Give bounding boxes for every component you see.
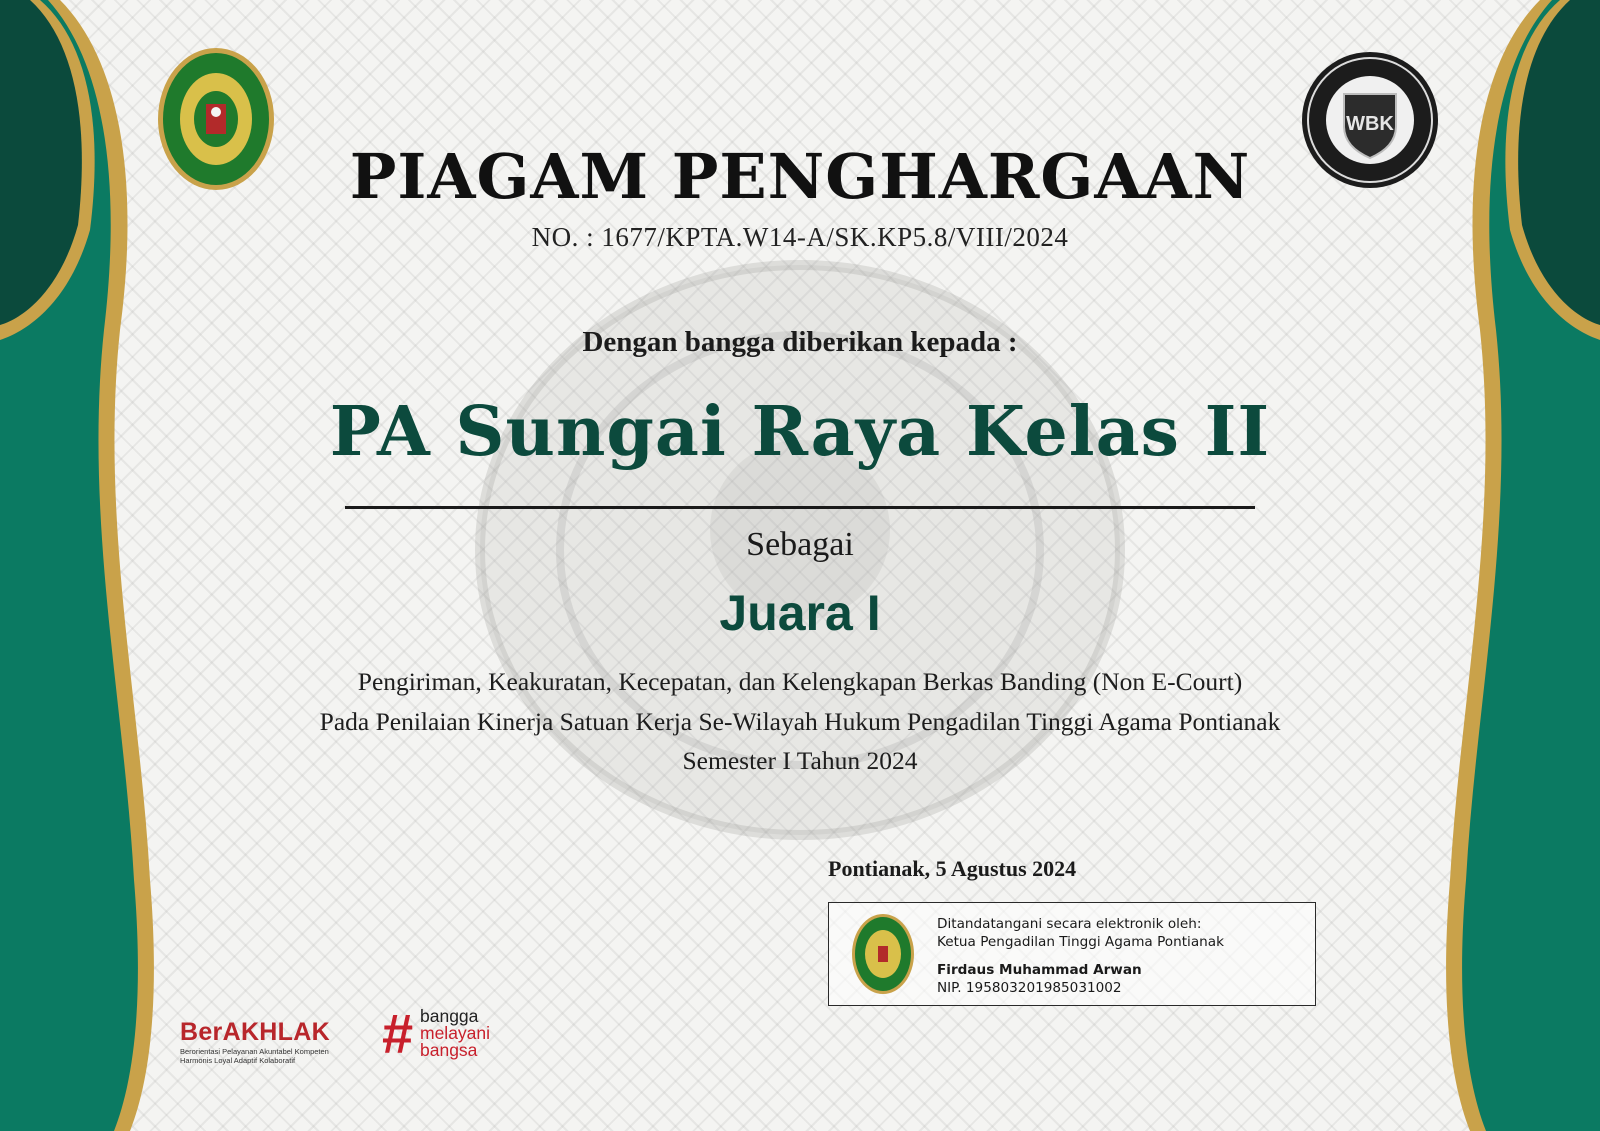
signature-text xyxy=(937,915,1224,997)
description-line-3: Semester I Tahun 2024 xyxy=(682,746,918,775)
electronic-signature-box xyxy=(828,902,1316,1006)
divider-line xyxy=(345,506,1255,509)
hashtag-word-2: melayani xyxy=(420,1023,491,1043)
award-rank: Juara I xyxy=(719,585,881,641)
berakhlak-tagline-1: Berorientasi Pelayanan Akuntabel Kompeten xyxy=(180,1047,329,1056)
hashtag-word-1: bangga xyxy=(420,1006,479,1026)
intro-text: Dengan bangga diberikan kepada : xyxy=(582,326,1018,358)
description-line-2: Pada Penilaian Kinerja Satuan Kerja Se-Wilayah Hukum Pengadilan Tinggi Agama Pontianak xyxy=(319,707,1281,736)
award-description xyxy=(0,662,1600,780)
wbk-center-text: WBK xyxy=(1346,113,1394,135)
hashtag-icon: # xyxy=(382,1002,414,1065)
as-label: Sebagai xyxy=(746,526,854,563)
description-line-1: Pengiriman, Keakuratan, Kecepatan, dan Kelengkapan Berkas Banding (Non E-Court) xyxy=(357,667,1243,696)
certificate-number: NO. : 1677/KPTA.W14-A/SK.KP5.8/VIII/2024 xyxy=(531,222,1069,252)
signatory-name: Firdaus Muhammad Arwan xyxy=(937,962,1142,978)
signature-line-1: Ditandatangani secara elektronik oleh: xyxy=(937,916,1202,932)
signature-seal-icon xyxy=(851,913,915,995)
hashtag-words xyxy=(420,1008,490,1059)
signatory-nip: NIP. 195803201985031002 xyxy=(937,980,1122,996)
berakhlak-logo xyxy=(180,1018,380,1065)
place-and-date: Pontianak, 5 Agustus 2024 xyxy=(828,856,1077,881)
berakhlak-wordmark: BerAKHLAK xyxy=(180,1018,330,1046)
recipient-name: PA Sungai Raya Kelas II xyxy=(329,392,1271,472)
berakhlak-tagline-2: Harmonis Loyal Adaptif Kolaboratif xyxy=(180,1056,296,1065)
signature-line-2: Ketua Pengadilan Tinggi Agama Pontianak xyxy=(937,934,1224,950)
hashtag-word-3: bangsa xyxy=(420,1040,478,1060)
page-title: PIAGAM PENGHARGAAN xyxy=(349,140,1251,213)
